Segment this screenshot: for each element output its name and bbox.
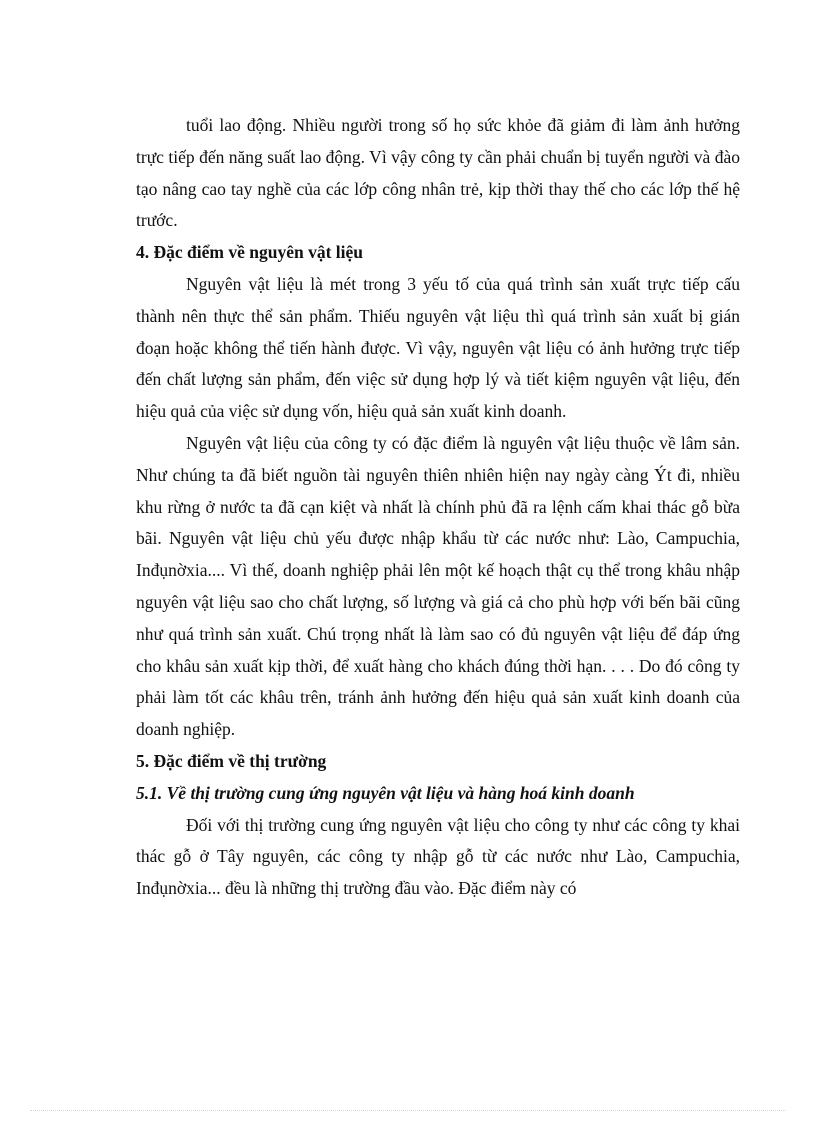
section-heading-materials: 4. Đặc điểm về nguyên vật liệu	[136, 242, 364, 263]
page-bottom-divider	[30, 1110, 786, 1111]
paragraph-supply-market: Đối với thị trường cung ứng nguyên vật liệu cho công ty như các công ty khai thác gỗ ở Tây nguyên, các công ty nhập gỗ từ các nước như Lào, Campuchia, Inđụnờxia... đều là những thị trường đầu vào. Đặc điểm này có	[136, 814, 740, 899]
section-heading-market: 5. Đặc điểm về thị trường	[136, 750, 327, 771]
paragraph-materials-role: Nguyên vật liệu là mét trong 3 yếu tố của quá trình sản xuất trực tiếp cấu thành nên thực thể sản phẩm. Thiếu nguyên vật liệu thì quá trình sản xuất bị gián đoạn hoặc không thể tiến hành được. Vì vậy, nguyên vật liệu có ảnh hưởng trực tiếp đến chất lượng sản phẩm, đến việc sử dụng hợp lý và tiết kiệm nguyên vật liệu, đến hiệu quả của việc sử dụng vốn, hiệu quả sản xuất kinh doanh.	[136, 273, 740, 422]
document-body	[136, 110, 740, 905]
paragraph-materials-forestry: Nguyên vật liệu của công ty có đặc điểm là nguyên vật liệu thuộc về lâm sản. Như chúng ta đã biết nguồn tài nguyên thiên nhiên hiện nay ngày càng Ýt đi, nhiều khu rừng ở nước ta đã cạn kiệt và nhất là chính phủ đã ra lệnh cấm khai thác gỗ bừa bãi. Nguyên vật liệu chủ yếu được nhập khẩu từ các nước như: Lào, Campuchia, Inđụnờxia.... Vì thế, doanh nghiệp phải lên một kế hoạch thật cụ thể trong khâu nhập nguyên vật liệu sao cho chất lượng, số lượng và giá cả cho phù hợp với bến bãi cũng như quá trình sản xuất. Chú trọng nhất là làm sao có đủ nguyên vật liệu để đáp ứng cho khâu sản xuất kịp thời, để xuất hàng cho khách đúng thời hạn. . . . Do đó công ty phải làm tốt các khâu trên, tránh ảnh hưởng đến hiệu quả sản xuất kinh doanh của doanh nghiệp.	[136, 432, 740, 740]
paragraph-workforce-aging: tuổi lao động. Nhiều người trong số họ sức khỏe đã giảm đi làm ảnh hưởng trực tiếp đến năng suất lao động. Vì vậy công ty cần phải chuẩn bị tuyển người và đào tạo nâng cao tay nghề của các lớp công nhân trẻ, kịp thời thay thế cho các lớp thế hệ trước.	[136, 115, 740, 231]
subsection-heading-supply-market: 5.1. Về thị trường cung ứng nguyên vật liệu và hàng hoá kinh doanh	[136, 782, 635, 803]
